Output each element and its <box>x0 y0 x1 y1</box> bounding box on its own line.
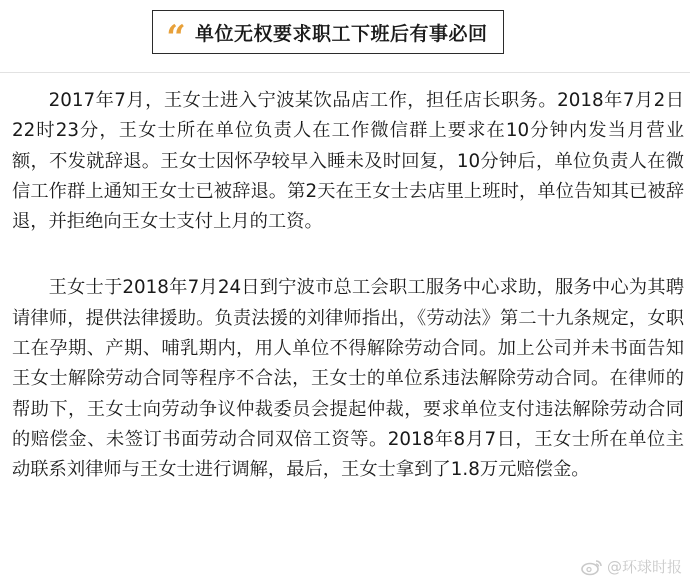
weibo-icon <box>581 558 603 576</box>
paragraph: 2017年7月，王女士进入宁波某饮品店工作，担任店长职务。2018年7月2日22时23分，王女士所在单位负责人在工作微信群上要求在10分钟内发当月营业额，不发就辞退。王女士因怀孕较早入睡未及时回复，10分钟后，单位负责人在微信工作群上通知王女士已被辞退。第2天在王女士去店里上班时，单位告知其已被辞退，并拒绝向王女士支付上月的工资。 <box>12 90 684 233</box>
page-title: 单位无权要求职工下班后有事必回 <box>195 22 488 45</box>
title-box <box>152 10 504 58</box>
paragraph: 王女士于2018年7月24日到宁波市总工会职工服务中心求助，服务中心为其聘请律师，提供法律援助。负责法援的刘律师指出，《劳动法》第二十九条规定，女职工在孕期、产期、哺乳期内，用人单位不得解除劳动合同。加上公司并未书面告知王女士解除劳动合同等程序不合法，王女士的单位系违法解除劳动合同。在律师的帮助下，王女士向劳动争议仲裁委员会提起仲裁，要求单位支付违法解除劳动合同的赔偿金、未签订书面劳动合同双倍工资等。2018年8月7日，王女士所在单位主动联系刘律师与王女士进行调解，最后，王女士拿到了1.8万元赔偿金。 <box>12 277 684 481</box>
divider <box>0 72 690 73</box>
article-body <box>12 86 684 486</box>
watermark <box>581 556 682 577</box>
quote-icon: “ <box>166 18 186 58</box>
watermark-text: @环球时报 <box>606 558 682 576</box>
